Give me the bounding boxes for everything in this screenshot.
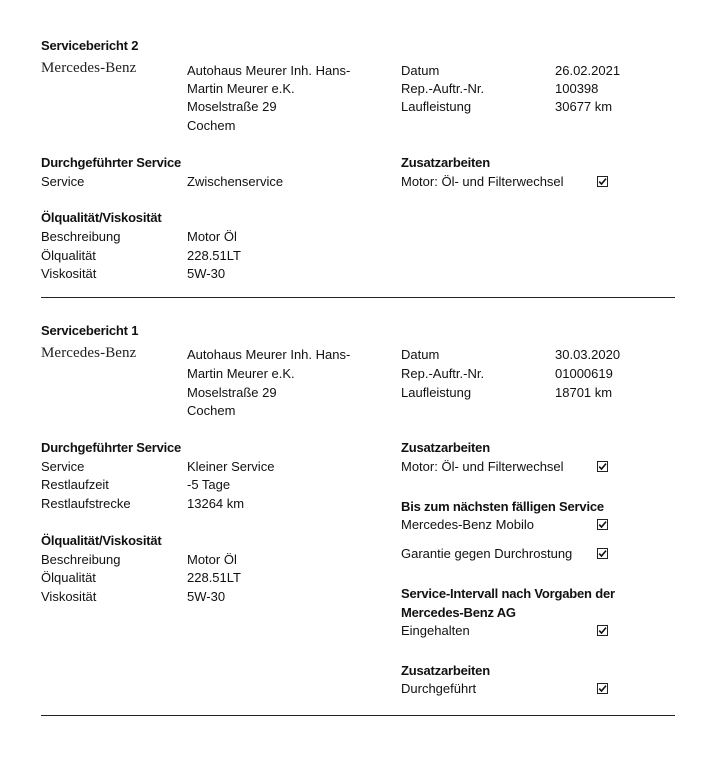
report1-mobilo-label: Mercedes-Benz Mobilo [401, 517, 534, 532]
report2-oil-viscosity-label: Viskosität [41, 266, 97, 281]
report1-extra-item: Motor: Öl- und Filterwechsel [401, 459, 564, 474]
checkmark-icon [598, 520, 607, 529]
report2-date-value: 26.02.2021 [555, 63, 621, 78]
report2-dealer-line4: Cochem [187, 118, 236, 133]
report2-oil-desc-value: Motor Öl [187, 229, 237, 244]
report1-order-label: Rep.-Auftr.-Nr. [401, 366, 485, 381]
checkmark-icon [598, 549, 607, 558]
report2-service-label: Service [41, 174, 85, 189]
report1-extra-checkbox[interactable] [597, 461, 608, 472]
report2-oil-quality-label: Ölqualität [41, 248, 96, 263]
report1-extra2-heading: Zusatzarbeiten [401, 663, 490, 678]
report1-oil-heading: Ölqualität/Viskosität [41, 533, 162, 548]
report2-oil-viscosity-value: 5W-30 [187, 266, 226, 281]
report1-oil-quality-label: Ölqualität [41, 570, 96, 585]
report2-oil-quality-value: 228.51LT [187, 248, 241, 263]
report1-interval-label: Eingehalten [401, 623, 470, 638]
checkmark-icon [598, 177, 607, 186]
report1-dealer-line2: Martin Meurer e.K. [187, 366, 295, 381]
report2-service-heading: Durchgeführter Service [41, 155, 182, 170]
report2-extra-item: Motor: Öl- und Filterwechsel [401, 174, 564, 189]
report2-oil-desc-label: Beschreibung [41, 229, 121, 244]
report1-remaining-distance-label: Restlaufstrecke [41, 496, 131, 511]
report1-interval-checkbox[interactable] [597, 625, 608, 636]
report1-oil-viscosity-label: Viskosität [41, 589, 97, 604]
section-divider-1 [41, 297, 675, 298]
report1-remaining-distance-value: 13264 km [187, 496, 245, 511]
report1-extra2-label: Durchgeführt [401, 681, 477, 696]
report2-title: Servicebericht 2 [41, 38, 139, 53]
report1-title: Servicebericht 1 [41, 323, 139, 338]
report1-oil-desc-label: Beschreibung [41, 552, 121, 567]
checkmark-icon [598, 462, 607, 471]
report1-oil-desc-value: Motor Öl [187, 552, 237, 567]
report1-remaining-time-value: -5 Tage [187, 477, 231, 492]
report1-interval-heading: Service-Intervall nach Vorgaben der Mercedes-Benz AG [401, 586, 615, 620]
report1-mileage-label: Laufleistung [401, 385, 472, 400]
report2-date-label: Datum [401, 63, 440, 78]
report2-dealer-line1: Autohaus Meurer Inh. Hans- [187, 63, 351, 78]
report2-brand-logo: Mercedes-Benz [41, 60, 137, 76]
report1-oil-quality-value: 228.51LT [187, 570, 241, 585]
report1-service-value: Kleiner Service [187, 459, 275, 474]
report1-remaining-time-label: Restlaufzeit [41, 477, 109, 492]
report1-service-label: Service [41, 459, 85, 474]
report2-order-label: Rep.-Auftr.-Nr. [401, 81, 485, 96]
report1-dealer-line4: Cochem [187, 403, 236, 418]
section-divider-2 [41, 715, 675, 716]
report1-rust-warranty-label: Garantie gegen Durchrostung [401, 546, 573, 561]
report1-extra2-checkbox[interactable] [597, 683, 608, 694]
checkmark-icon [598, 684, 607, 693]
report1-extra-heading: Zusatzarbeiten [401, 440, 490, 455]
report2-service-value: Zwischenservice [187, 174, 284, 189]
checkmark-icon [598, 626, 607, 635]
report2-order-value: 100398 [555, 81, 599, 96]
report1-service-heading: Durchgeführter Service [41, 440, 182, 455]
report1-date-label: Datum [401, 347, 440, 362]
report1-order-value: 01000619 [555, 366, 613, 381]
report1-next-service-heading: Bis zum nächsten fälligen Service [401, 499, 604, 514]
report2-extra-heading: Zusatzarbeiten [401, 155, 490, 170]
report1-date-value: 30.03.2020 [555, 347, 621, 362]
report1-mobilo-checkbox[interactable] [597, 519, 608, 530]
report2-mileage-value: 30677 km [555, 99, 613, 114]
report2-mileage-label: Laufleistung [401, 99, 472, 114]
report2-dealer-line2: Martin Meurer e.K. [187, 81, 295, 96]
report2-dealer-line3: Moselstraße 29 [187, 99, 277, 114]
report1-dealer-line3: Moselstraße 29 [187, 385, 277, 400]
report2-oil-heading: Ölqualität/Viskosität [41, 210, 162, 225]
report1-rust-warranty-checkbox[interactable] [597, 548, 608, 559]
report1-oil-viscosity-value: 5W-30 [187, 589, 226, 604]
report1-brand-logo: Mercedes-Benz [41, 345, 137, 361]
report1-dealer-line1: Autohaus Meurer Inh. Hans- [187, 347, 351, 362]
report1-mileage-value: 18701 km [555, 385, 613, 400]
report2-extra-checkbox[interactable] [597, 176, 608, 187]
